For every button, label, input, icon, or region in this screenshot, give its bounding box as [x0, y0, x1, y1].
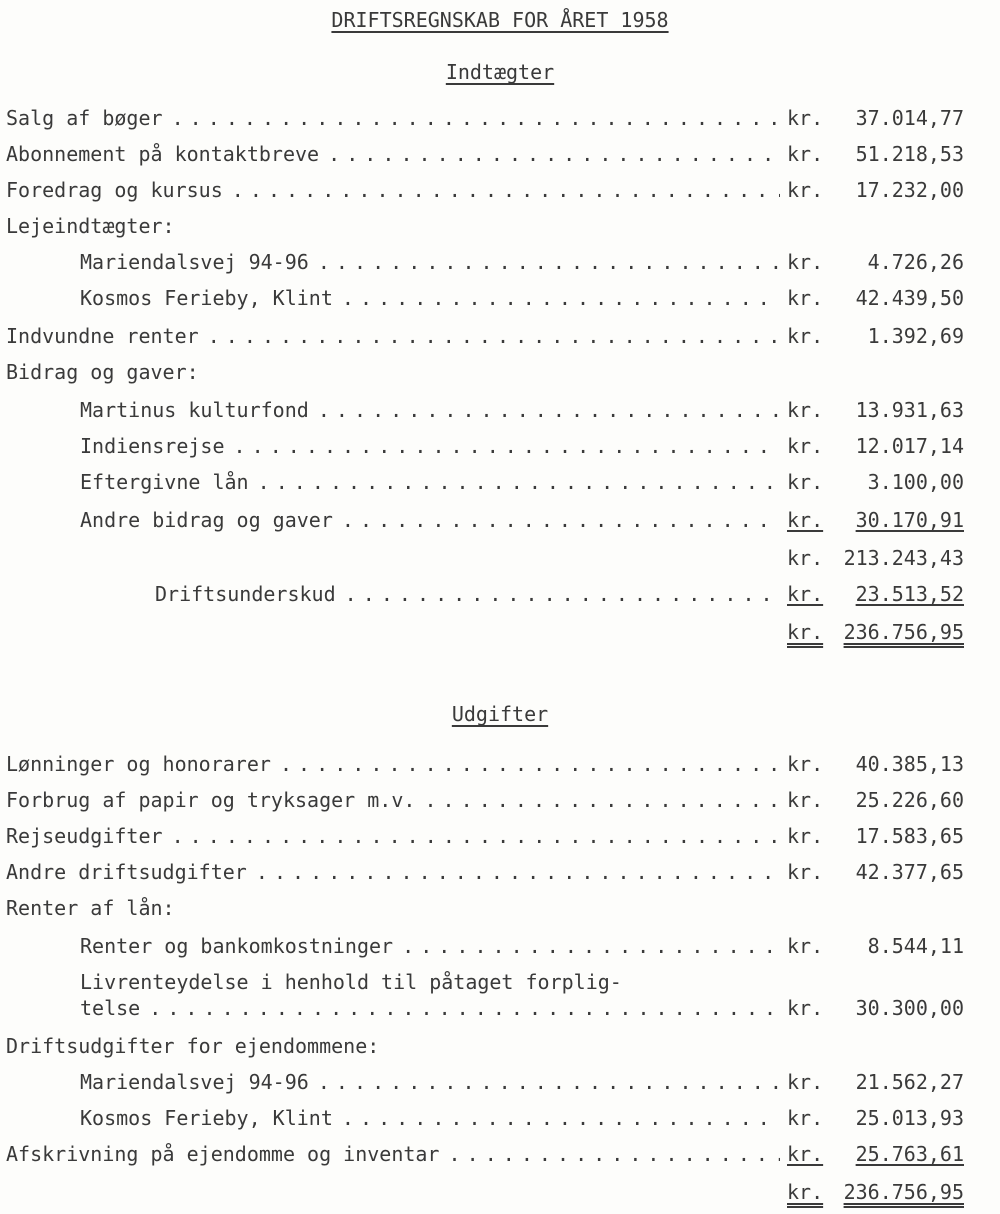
income-row — [0, 286, 1000, 316]
row-label: Andre bidrag og gaver . . . — [80, 508, 780, 532]
row-label: Afskrivning på ejendomme og inventar . . . — [6, 1142, 780, 1166]
row-currency: kr. — [787, 434, 824, 458]
row-label: Eftergivne lån . . . — [80, 470, 780, 494]
expense-row — [0, 934, 1000, 964]
expense-row — [0, 824, 1000, 854]
income-subtotal-row — [0, 546, 1000, 576]
row-label: Renter og bankomkostninger . . . — [80, 934, 780, 958]
expense-group-heading — [0, 1034, 1000, 1064]
row-label: Abonnement på kontaktbreve . . . — [6, 142, 780, 166]
row-amount: 8.544,11 — [867, 934, 964, 958]
row-amount: 25.763,61 — [855, 1142, 964, 1166]
income-row — [0, 324, 1000, 354]
row-currency: kr. — [787, 860, 824, 884]
row-amount: 25.226,60 — [855, 788, 964, 812]
row-label: Driftsudgifter for ejendommene: — [6, 1034, 380, 1058]
expense-group-heading — [0, 896, 1000, 926]
row-currency: kr. — [787, 996, 824, 1020]
row-label: Andre driftsudgifter . . . — [6, 860, 780, 884]
income-row — [0, 250, 1000, 280]
expense-row — [0, 752, 1000, 782]
row-currency: kr. — [787, 142, 824, 166]
row-currency: kr. — [787, 1142, 824, 1166]
income-heading: Indtægter — [445, 60, 555, 84]
row-currency: kr. — [787, 824, 824, 848]
expense-row — [0, 1142, 1000, 1172]
row-amount: 1.392,69 — [867, 324, 964, 348]
income-row — [0, 470, 1000, 500]
row-currency: kr. — [787, 178, 824, 202]
total-amount: 236.756,95 — [843, 1180, 964, 1204]
row-label: Rejseudgifter . . . — [6, 824, 780, 848]
row-label: Lejeindtægter: — [6, 214, 175, 238]
row-label: Kosmos Ferieby, Klint . . . — [80, 286, 780, 310]
total-amount: 236.756,95 — [843, 620, 964, 644]
row-amount: 30.300,00 — [855, 996, 964, 1020]
row-currency: kr. — [787, 1106, 824, 1130]
row-amount: 40.385,13 — [855, 752, 964, 776]
total-currency: kr. — [787, 1180, 824, 1204]
income-row — [0, 434, 1000, 464]
row-label: Foredrag og kursus . . . — [6, 178, 780, 202]
row-label: Forbrug af papir og tryksager m.v. . . . — [6, 788, 780, 812]
row-label: Renter af lån: — [6, 896, 175, 920]
income-group-heading — [0, 214, 1000, 244]
row-label: Martinus kulturfond . . . — [80, 398, 780, 422]
row-label: Indiensrejse . . . — [80, 434, 780, 458]
row-amount: 12.017,14 — [855, 434, 964, 458]
expense-row — [0, 1106, 1000, 1136]
row-label: Indvundne renter . . . — [6, 324, 780, 348]
income-row — [0, 398, 1000, 428]
row-label: telse . . . — [80, 996, 780, 1020]
row-label: Lønninger og honorarer . . . — [6, 752, 780, 776]
row-amount: 42.377,65 — [855, 860, 964, 884]
income-row — [0, 106, 1000, 136]
income-row — [0, 142, 1000, 172]
row-amount: 13.931,63 — [855, 398, 964, 422]
row-currency: kr. — [787, 934, 824, 958]
row-label: Salg af bøger . . . — [6, 106, 780, 130]
expense-row — [0, 1070, 1000, 1100]
row-currency: kr. — [787, 324, 824, 348]
row-amount: 30.170,91 — [855, 508, 964, 532]
expenses-heading: Udgifter — [451, 702, 549, 726]
row-currency: kr. — [787, 106, 824, 130]
row-label-line1: Livrenteydelse i henhold til påtaget forplig- — [80, 970, 622, 994]
expense-row — [0, 788, 1000, 818]
row-amount: 17.232,00 — [855, 178, 964, 202]
row-currency: kr. — [787, 508, 824, 532]
row-amount: 23.513,52 — [855, 582, 964, 606]
row-amount: 3.100,00 — [867, 470, 964, 494]
row-currency: kr. — [787, 752, 824, 776]
row-label: Mariendalsvej 94-96 . . . — [80, 250, 780, 274]
income-group-heading — [0, 360, 1000, 390]
expenses-total-row — [0, 1180, 1000, 1210]
row-currency: kr. — [787, 788, 824, 812]
deficit-row — [0, 582, 1000, 612]
row-label: Driftsunderskud . . . — [155, 582, 780, 606]
expense-row — [0, 860, 1000, 890]
page-title: DRIFTSREGNSKAB FOR ÅRET 1958 — [331, 8, 669, 32]
row-amount: 4.726,26 — [867, 250, 964, 274]
row-label: Kosmos Ferieby, Klint . . . — [80, 1106, 780, 1130]
row-currency: kr. — [787, 250, 824, 274]
expense-row — [0, 996, 1000, 1026]
row-amount: 37.014,77 — [855, 106, 964, 130]
income-row — [0, 178, 1000, 208]
row-label: Mariendalsvej 94-96 . . . — [80, 1070, 780, 1094]
row-label: Bidrag og gaver: — [6, 360, 199, 384]
row-currency: kr. — [787, 1070, 824, 1094]
row-amount: 42.439,50 — [855, 286, 964, 310]
row-currency: kr. — [787, 398, 824, 422]
row-amount: 51.218,53 — [855, 142, 964, 166]
row-amount: 25.013,93 — [855, 1106, 964, 1130]
row-amount: 21.562,27 — [855, 1070, 964, 1094]
income-total-row — [0, 620, 1000, 650]
income-row — [0, 508, 1000, 538]
subtotal-amount: 213.243,43 — [843, 546, 964, 570]
total-currency: kr. — [787, 620, 824, 644]
row-currency: kr. — [787, 286, 824, 310]
subtotal-currency: kr. — [787, 546, 824, 570]
row-amount: 17.583,65 — [855, 824, 964, 848]
row-currency: kr. — [787, 470, 824, 494]
row-currency: kr. — [787, 582, 824, 606]
